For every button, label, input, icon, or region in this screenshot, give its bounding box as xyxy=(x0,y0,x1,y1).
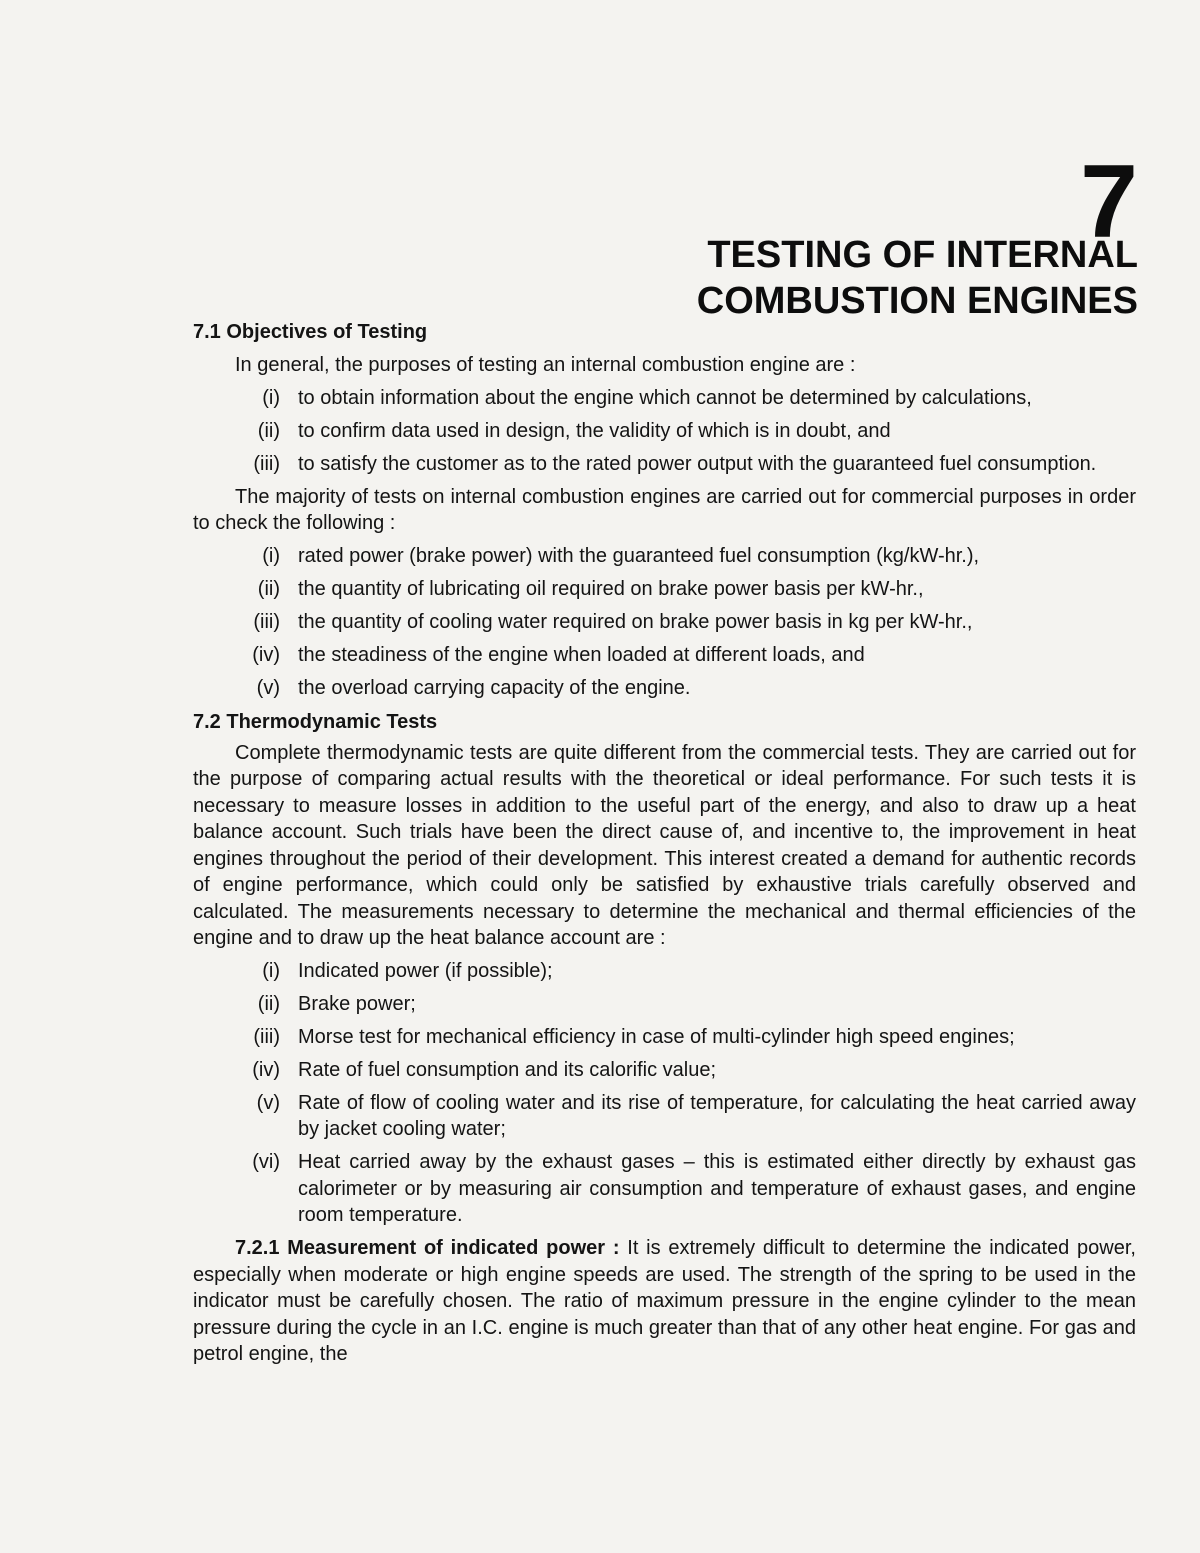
list-item xyxy=(193,642,1136,669)
list-item-text: Heat carried away by the exhaust gases – this is estimated either directly by exhaust gas calorimeter or by measuring air consumption and temperature of exhaust gases, and engine room temperature. xyxy=(298,1151,1136,1226)
list-item-number: (iv) xyxy=(252,1058,280,1081)
list-item-number: (vi) xyxy=(252,1151,280,1173)
list-item-number: (v) xyxy=(256,676,280,699)
list-item-number: (i) xyxy=(262,386,280,409)
list-item-text: to confirm data used in design, the validity of which is in doubt, and xyxy=(298,419,891,442)
list-item xyxy=(193,1090,1136,1143)
list-item-text: the overload carrying capacity of the engine. xyxy=(298,676,691,699)
list-item-number: (ii) xyxy=(257,577,280,600)
chapter-number: 7 xyxy=(1080,144,1138,260)
objectives-list xyxy=(193,385,1136,478)
list-item-number: (iii) xyxy=(253,1025,280,1048)
commercial-checks-list xyxy=(193,543,1136,702)
list-item xyxy=(193,675,1136,702)
list-item-text: Brake power; xyxy=(298,992,416,1015)
section-7-1-paragraph-2: The majority of tests on internal combustion engines are carried out for commercial purposes in order to check the following : xyxy=(193,485,1136,534)
list-item-number: (i) xyxy=(262,959,280,982)
list-item-number: (iv) xyxy=(252,643,280,666)
list-item xyxy=(193,958,1136,985)
section-heading-7-1: 7.1 Objectives of Testing xyxy=(193,321,428,343)
list-item-text: the steadiness of the engine when loaded at different loads, and xyxy=(298,643,865,666)
list-item-number: (ii) xyxy=(257,419,280,442)
list-item-text: rated power (brake power) with the guaranteed fuel consumption (kg/kW-hr.), xyxy=(298,544,980,567)
list-item xyxy=(193,451,1136,478)
section-7-2-1-text: It is extremely difficult to determine the indicated power, especially when moderate or high engine speeds are used. The strength of the spring to be used in the indicator must be carefully chosen. The ratio of maximum pressure in the engine cylinder to the mean pressure during the cycle in an I.C. engine is much greater than that of any other heat engine. For gas and petrol engine, the xyxy=(193,1237,1136,1365)
list-item-text: Indicated power (if possible); xyxy=(298,959,553,982)
list-item xyxy=(193,609,1136,636)
measurements-list xyxy=(193,958,1136,1229)
list-item-text: Morse test for mechanical efficiency in case of multi-cylinder high speed engines; xyxy=(298,1025,1015,1048)
list-item xyxy=(193,385,1136,412)
list-item-text: the quantity of cooling water required on brake power basis in kg per kW-hr., xyxy=(298,610,973,633)
section-7-2-1-paragraph xyxy=(193,1235,1136,1368)
list-item xyxy=(193,1149,1136,1229)
list-item xyxy=(193,1057,1136,1084)
chapter-title-line-2: COMBUSTION ENGINES xyxy=(696,280,1138,322)
section-7-1-intro: In general, the purposes of testing an internal combustion engine are : xyxy=(235,354,856,376)
section-7-2-paragraph: Complete thermodynamic tests are quite different from the commercial tests. They are carried out for the purpose of comparing actual results with the theoretical or ideal performance. For such tests it is necessary to measure losses in addition to the useful part of the energy, and also to draw up a heat balance account. Such trials have been the direct cause of, and incentive to, the improvement in heat engines throughout the period of their development. This interest created a demand for authentic records of engine performance, which could only be satisfied by exhaustive trials carefully observed and calculated. The measurements necessary to determine the mechanical and thermal efficiencies of the engine and to draw up the heat balance account are : xyxy=(193,741,1136,949)
page-content xyxy=(193,318,1136,1368)
chapter-title xyxy=(697,232,1138,324)
list-item-number: (v) xyxy=(256,1091,280,1114)
list-item xyxy=(193,418,1136,445)
list-item-text: Rate of fuel consumption and its calorific value; xyxy=(298,1058,716,1081)
list-item xyxy=(193,991,1136,1018)
section-heading-7-2-1: 7.2.1 Measurement of indicated power : xyxy=(235,1237,620,1259)
list-item-text: to satisfy the customer as to the rated power output with the guaranteed fuel consumption. xyxy=(298,452,1097,475)
list-item xyxy=(193,576,1136,603)
chapter-title-line-1: TESTING OF INTERNAL xyxy=(707,234,1138,276)
section-heading-7-2: 7.2 Thermodynamic Tests xyxy=(193,710,438,733)
list-item-number: (iii) xyxy=(253,610,280,633)
list-item xyxy=(193,543,1136,570)
list-item-text: to obtain information about the engine which cannot be determined by calculations, xyxy=(298,386,1032,409)
list-item xyxy=(193,1024,1136,1051)
list-item-text: Rate of flow of cooling water and its rise of temperature, for calculating the heat carried away by jacket cooling water; xyxy=(298,1091,1136,1140)
list-item-number: (ii) xyxy=(257,992,280,1015)
list-item-number: (i) xyxy=(262,544,280,567)
list-item-number: (iii) xyxy=(253,452,280,475)
list-item-text: the quantity of lubricating oil required on brake power basis per kW-hr., xyxy=(298,577,924,600)
